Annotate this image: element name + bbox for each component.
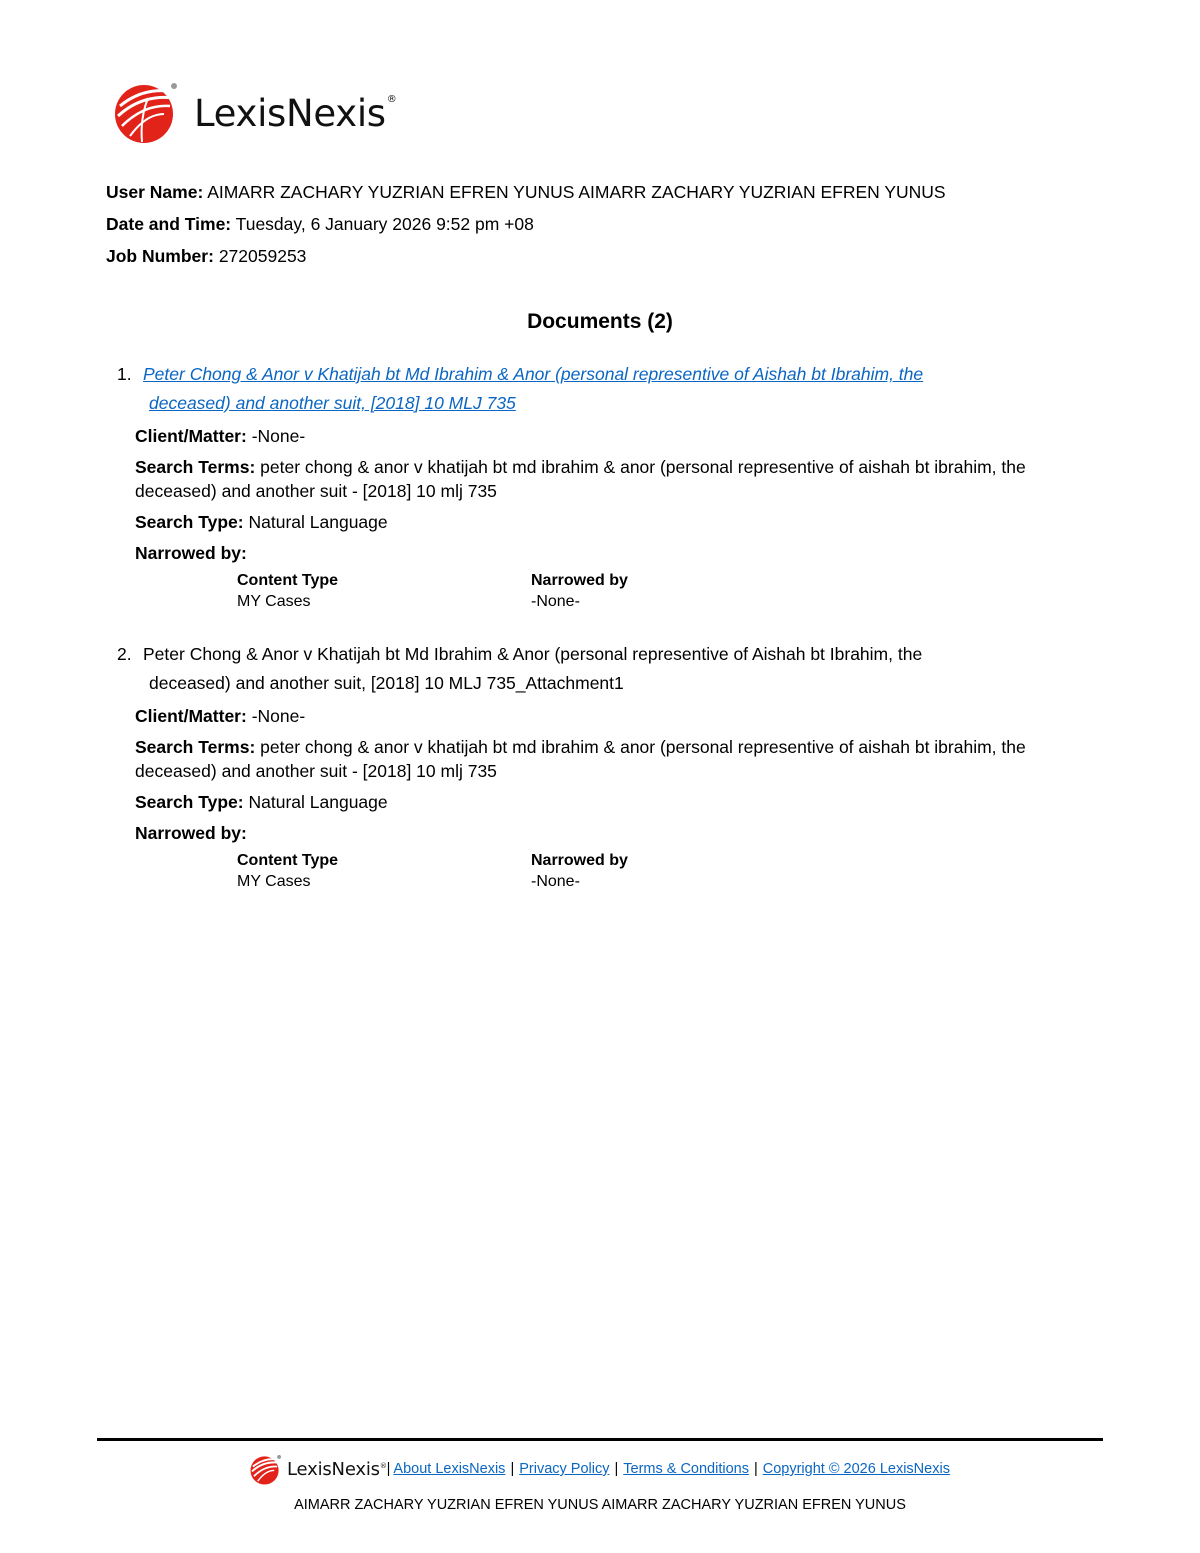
narrowed-by-table <box>237 570 1047 612</box>
lexisnexis-globe-icon <box>114 78 180 144</box>
copyright-link[interactable]: Copyright © 2026 LexisNexis <box>762 1461 950 1477</box>
document-link[interactable]: Peter Chong & Anor v Khatijah bt Md Ibrahim & Anor (personal representive of Aishah bt Ibrahim, the deceased) and another suit, [2018] 10 MLJ 735 <box>143 364 924 413</box>
narrowed-by-table <box>237 850 1047 892</box>
document-title-text: Peter Chong & Anor v Khatijah bt Md Ibrahim & Anor (personal representive of Aishah bt Ibrahim, the deceased) and another suit, [2018] 10 MLJ 735_Attachment1 <box>143 644 923 693</box>
client-matter: Client/Matter: -None- <box>135 706 306 726</box>
search-type: Search Type: Natural Language <box>135 792 388 812</box>
narrowed-by-value: -None- <box>531 873 580 890</box>
document-number: 2. <box>117 644 132 664</box>
footer-brand-name: LexisNexis® <box>287 1458 387 1480</box>
content-type-value: MY Cases <box>237 593 311 610</box>
user-name-value: AIMARR ZACHARY YUZRIAN EFREN YUNUS AIMARR ZACHARY YUZRIAN EFREN YUNUS <box>207 182 946 202</box>
content-type-header: Content Type <box>237 852 339 869</box>
document-title <box>117 640 1047 698</box>
date-label: Date and Time: <box>106 214 232 234</box>
about-link[interactable]: About LexisNexis <box>393 1461 506 1477</box>
search-type: Search Type: Natural Language <box>135 512 388 532</box>
footer-divider <box>97 1438 1103 1441</box>
user-name-row <box>106 180 946 212</box>
user-name-label: User Name: <box>106 182 204 202</box>
document-number: 1. <box>117 364 132 384</box>
lexisnexis-globe-icon <box>250 1453 282 1485</box>
client-matter: Client/Matter: -None- <box>135 426 306 446</box>
date-row <box>106 212 946 244</box>
documents-heading: Documents (2) <box>527 310 673 333</box>
narrowed-by-value: -None- <box>531 593 580 610</box>
narrowed-by-label: Narrowed by: <box>135 543 247 563</box>
search-terms: Search Terms: peter chong & anor v khatijah bt md ibrahim & anor (personal representive of aishah bt ibrahim, the deceased) and another suit - [2018] 10 mlj 735 <box>135 737 1026 781</box>
content-type-value: MY Cases <box>237 873 311 890</box>
narrowed-by-label: Narrowed by: <box>135 823 247 843</box>
lexisnexis-logo <box>114 78 396 144</box>
footer-links: LexisNexis® | About LexisNexis | Privacy Policy | Terms & Conditions | Copyright © 2026 LexisNexis <box>0 1453 1200 1485</box>
brand-name: LexisNexis® <box>194 91 397 135</box>
privacy-policy-link[interactable]: Privacy Policy <box>519 1461 610 1477</box>
footer-brand-separator: | <box>386 1461 391 1477</box>
job-value: 272059253 <box>218 246 307 266</box>
footer <box>0 1453 1200 1513</box>
document-entry <box>117 640 1047 892</box>
narrowed-by-header: Narrowed by <box>531 852 628 869</box>
job-meta <box>106 180 946 276</box>
document-entry <box>117 360 1047 612</box>
date-value: Tuesday, 6 January 2026 9:52 pm +08 <box>235 214 534 234</box>
job-label: Job Number: <box>106 246 214 266</box>
narrowed-by-header: Narrowed by <box>531 572 628 589</box>
document-title <box>117 360 1047 418</box>
content-type-header: Content Type <box>237 572 339 589</box>
job-row <box>106 244 946 276</box>
terms-conditions-link[interactable]: Terms & Conditions <box>623 1461 749 1477</box>
footer-user-name: AIMARR ZACHARY YUZRIAN EFREN YUNUS AIMARR ZACHARY YUZRIAN EFREN YUNUS <box>294 1497 906 1513</box>
search-terms: Search Terms: peter chong & anor v khatijah bt md ibrahim & anor (personal representive of aishah bt ibrahim, the deceased) and another suit - [2018] 10 mlj 735 <box>135 457 1026 501</box>
